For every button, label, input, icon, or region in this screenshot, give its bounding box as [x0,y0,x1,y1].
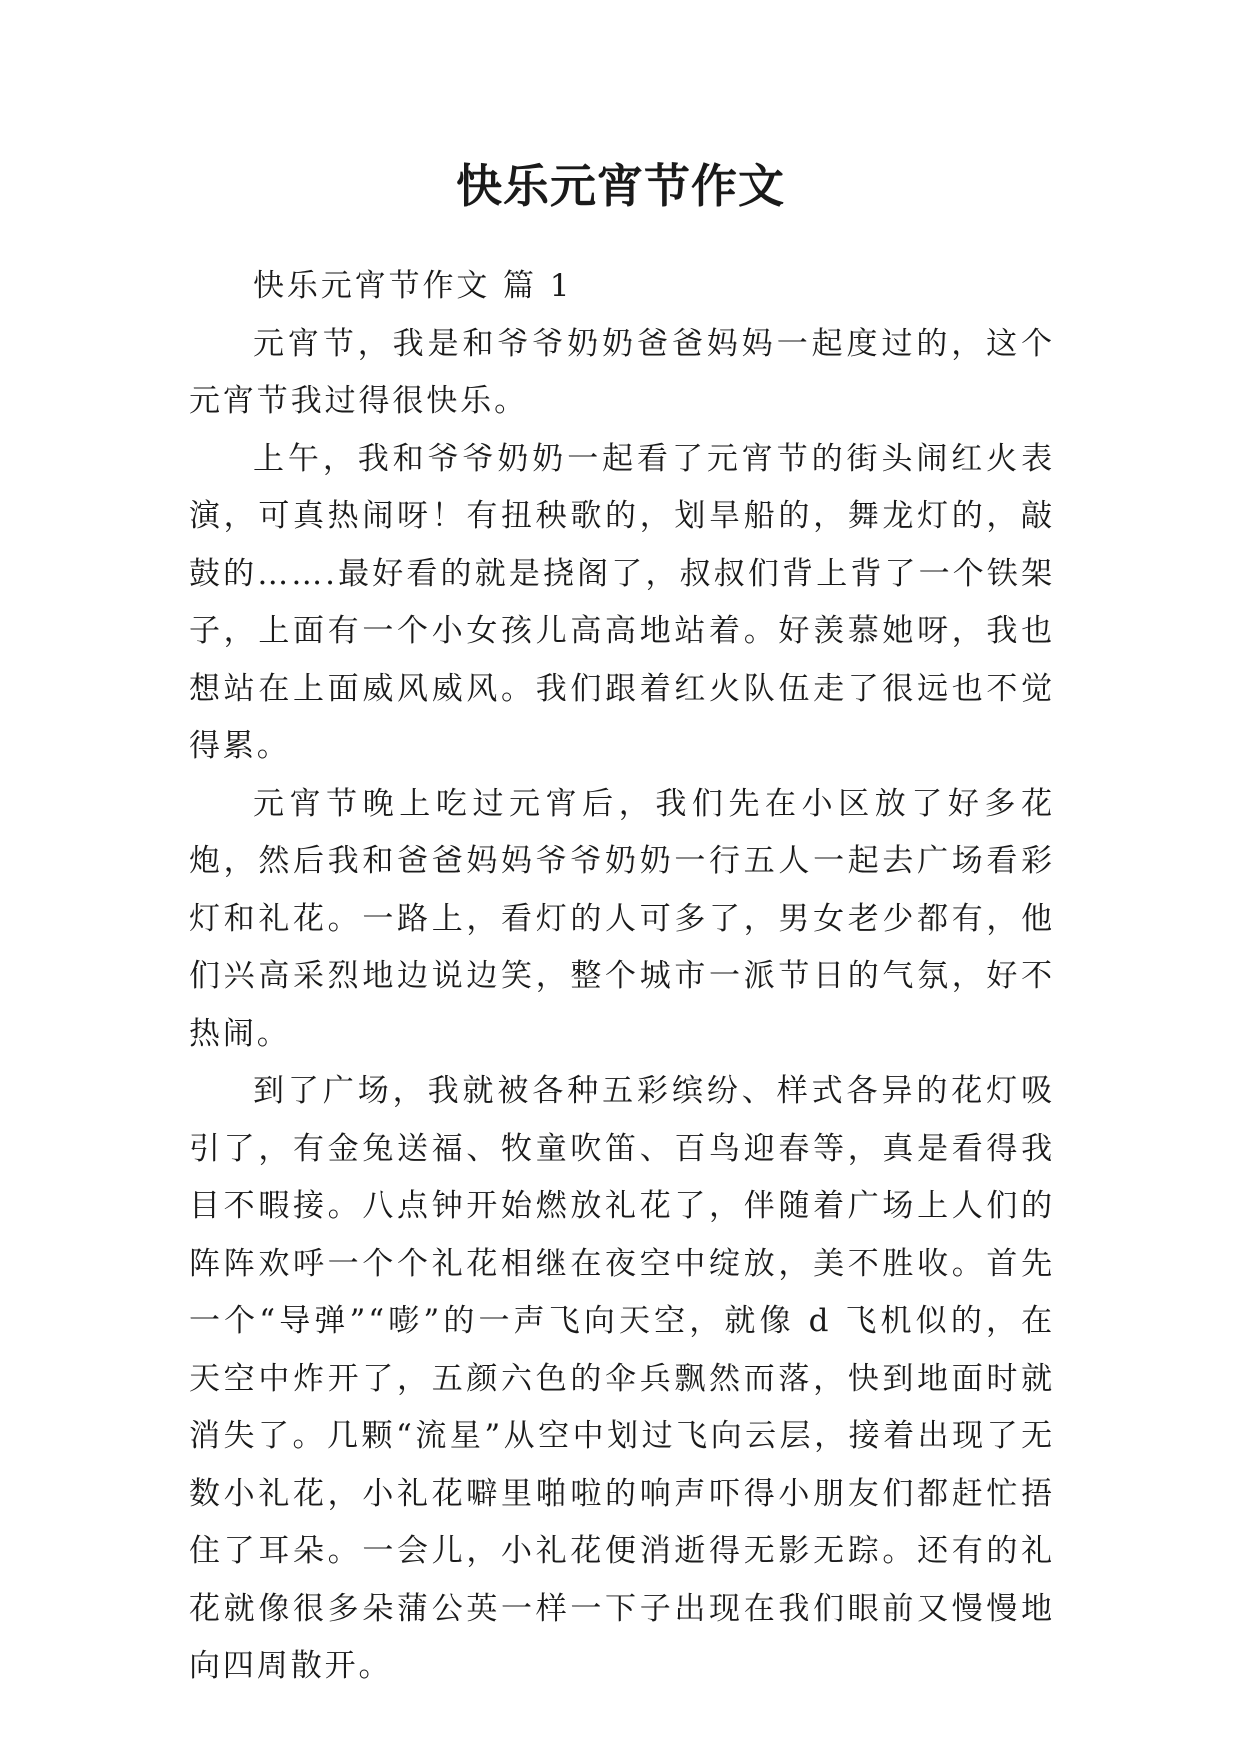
paragraph: 元宵节晚上吃过元宵后，我们先在小区放了好多花炮，然后我和爸爸妈妈爷爷奶奶一行五人一起去广场看彩灯和礼花。一路上，看灯的人可多了，男女老少都有，他们兴高采烈地边说边笑，整个城市一派节日的气氛，好不热闹。 [189,785,1055,1052]
document-body [189,258,1055,1696]
section-heading: 快乐元宵节作文 篇 1 [253,268,573,304]
paragraph: 元宵节，我是和爷爷奶奶爸爸妈妈一起度过的，这个元宵节我过得很快乐。 [189,325,1055,419]
paragraph: 到了广场，我就被各种五彩缤纷、样式各异的花灯吸引了，有金兔送福、牧童吹笛、百鸟迎春等，真是看得我目不暇接。八点钟开始燃放礼花了，伴随着广场上人们的阵阵欢呼一个个礼花相继在夜空中绽放，美不胜收。首先一个“导弹”“嘭”的一声飞向天空，就像 d 飞机似的，在天空中炸开了，五颜六色的伞兵飘然而落，快到地面时就消失了。几颗“流星”从空中划过飞向云层，接着出现了无数小礼花，小礼花噼里啪啦的响声吓得小朋友们都赶忙捂住了耳朵。一会儿，小礼花便消逝得无影无踪。还有的礼花就像很多朵蒲公英一样一下子出现在我们眼前又慢慢地向四周散开。 [189,1073,1055,1684]
document-title: 快乐元宵节作文 [456,159,785,213]
paragraph: 上午，我和爷爷奶奶一起看了元宵节的街头闹红火表演，可真热闹呀！有扭秧歌的，划旱船的，舞龙灯的，敲鼓的…….最好看的就是挠阁了，叔叔们背上背了一个铁架子，上面有一个小女孩儿高高地站着。好羡慕她呀，我也想站在上面威风威风。我们跟着红火队伍走了很远也不觉得累。 [189,440,1055,764]
